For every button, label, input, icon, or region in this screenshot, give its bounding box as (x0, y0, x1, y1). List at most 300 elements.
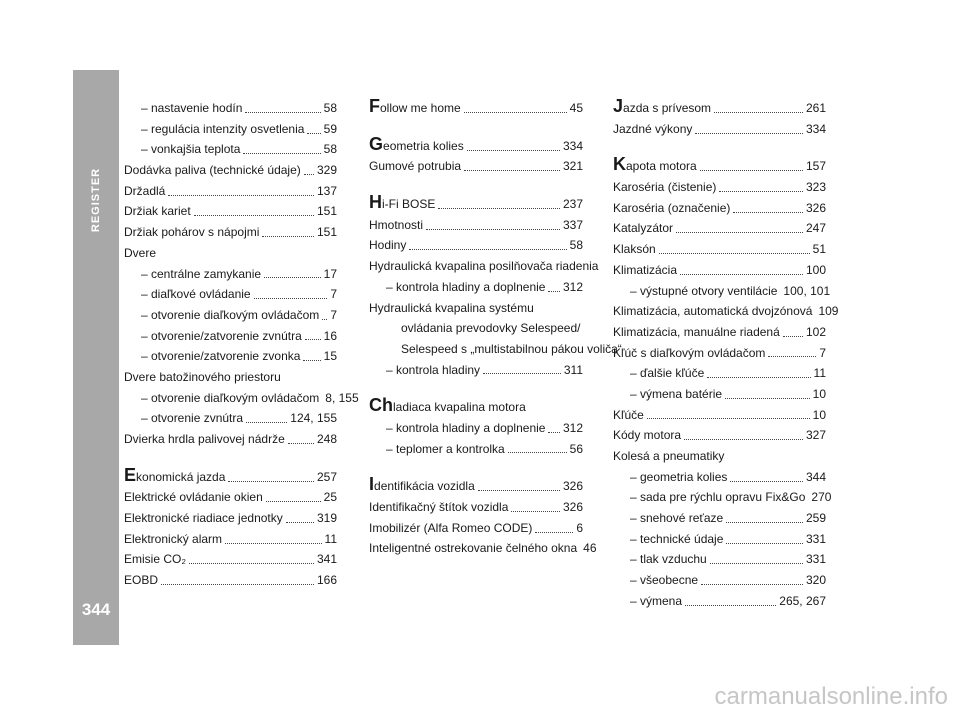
index-entry (613, 98, 826, 119)
entry-label (124, 243, 156, 264)
leader-dots (464, 112, 567, 113)
leader-dots (409, 249, 566, 250)
index-entry (369, 156, 583, 177)
entry-page: 25 (323, 490, 337, 505)
entry-page: 157 (805, 159, 826, 174)
leader-dots (322, 319, 327, 320)
entry-text: Klimatizácia, automatická dvojzónová (613, 304, 813, 319)
index-entry (369, 360, 583, 381)
entry-label (124, 487, 263, 508)
entry-text: Držiak pohárov s nápojmi (124, 225, 260, 240)
entry-text: eometria kolies (383, 138, 464, 153)
index-entry (124, 508, 337, 529)
leader-dots (725, 398, 810, 399)
index-entry (613, 198, 826, 219)
entry-text: Inteligentné ostrekovanie čelného okna (369, 541, 578, 556)
entry-label (630, 467, 727, 488)
entry-text: Kľúče (613, 407, 644, 422)
entry-label (630, 591, 682, 612)
entry-page: 312 (562, 420, 583, 435)
entry-text: ladiaca kvapalina motora (393, 400, 526, 415)
section-gap (369, 119, 583, 136)
leader-dots (266, 501, 321, 502)
entry-page: 247 (805, 221, 826, 236)
entry-text: Dvere (124, 245, 157, 260)
index-entry (369, 439, 583, 460)
entry-text: konomická jazda (136, 469, 226, 484)
entry-page: 100 (805, 262, 826, 277)
section-gap (613, 139, 826, 156)
entry-page: 7 (819, 345, 826, 360)
entry-page: 11 (813, 366, 826, 381)
leader-dots (168, 195, 314, 196)
entry-page: 137 (316, 183, 337, 198)
leader-dots (189, 563, 314, 564)
entry-page: 56 (569, 441, 583, 456)
entry-text: Karoséria (čistenie) (613, 180, 717, 195)
entry-text: Kolesá a pneumatiky (613, 449, 725, 463)
entry-label (369, 538, 577, 559)
entry-label (369, 215, 423, 236)
entry-label (141, 139, 240, 160)
leader-dots (733, 212, 803, 213)
index-entry (124, 201, 337, 222)
index-entry (613, 446, 826, 467)
entry-label (613, 119, 692, 140)
entry-label (386, 439, 505, 460)
entry-text: Klimatizácia, manuálne riadená (613, 324, 780, 339)
entry-text: Držiak kariet (124, 204, 191, 219)
leader-dots (464, 170, 560, 171)
section-initial: F (369, 96, 380, 116)
leader-dots (305, 339, 321, 340)
leader-dots (700, 170, 803, 171)
entry-text: Gumové potrubia (369, 159, 462, 174)
entry-page: 11 (324, 531, 337, 546)
entry-label (124, 508, 283, 529)
entry-text: – kontrola hladiny (386, 362, 481, 377)
entry-label (401, 318, 580, 339)
index-entry (124, 388, 359, 409)
index-entry (124, 181, 337, 202)
entry-label (369, 256, 598, 277)
index-entry (613, 363, 826, 384)
entry-text: – všeobecne (630, 573, 699, 588)
section-gap (369, 380, 583, 397)
entry-page: 326 (562, 479, 583, 494)
leader-dots (303, 360, 320, 361)
entry-page: 248 (316, 432, 337, 446)
index-entry (369, 194, 583, 215)
index-entry (613, 384, 826, 405)
entry-text: – otvorenie diaľkovým ovládačom (141, 307, 320, 322)
entry-page: 10 (812, 407, 826, 422)
index-entry (369, 418, 583, 439)
entry-page: 15 (323, 349, 337, 364)
entry-label (124, 201, 191, 222)
index-entry (124, 119, 337, 140)
entry-text: – teplomer a kontrolka (386, 441, 505, 456)
index-entry (124, 139, 337, 160)
entry-label (630, 384, 722, 405)
entry-page: 10 (812, 386, 826, 401)
index-entry (124, 284, 337, 305)
index-entry (124, 429, 337, 450)
entry-label (369, 518, 532, 539)
entry-label (630, 529, 723, 550)
index-entry (613, 508, 826, 529)
section-gap (369, 459, 583, 476)
index-entry (369, 133, 583, 157)
entry-label (613, 260, 677, 281)
index-entry (369, 235, 583, 256)
entry-page: 58 (323, 142, 337, 157)
entry-text: dentifikácia vozidla (374, 479, 475, 494)
entry-label (613, 301, 812, 322)
entry-label (369, 397, 526, 418)
entry-page: 16 (323, 328, 337, 343)
entry-text: Kľúč s diaľkovým ovládačom (613, 345, 766, 360)
entry-label (630, 487, 805, 508)
entry-text: – otvorenie diaľkovým ovládačom (141, 390, 320, 405)
entry-page: 45 (569, 101, 583, 115)
leader-dots (783, 336, 803, 337)
index-entry (369, 476, 583, 497)
index-entry (613, 425, 826, 446)
entry-text: Dodávka paliva (technické údaje) (124, 163, 301, 178)
leader-dots (659, 253, 810, 254)
entry-text: – kontrola hladiny a doplnenie (386, 279, 546, 294)
entry-text: – snehové reťaze (630, 511, 724, 526)
entry-label (141, 346, 300, 367)
entry-text: – otvorenie/zatvorenie zvnútra (141, 328, 302, 343)
entry-page: 7 (330, 287, 337, 302)
entry-text: – otvorenie zvnútra (141, 411, 244, 426)
leader-dots (307, 133, 320, 134)
index-entry (369, 339, 622, 360)
entry-text: Imobilizér (Alfa Romeo CODE) (369, 520, 533, 535)
entry-label (369, 476, 475, 497)
entry-label (124, 464, 226, 488)
entry-label (386, 277, 545, 298)
leader-dots (768, 356, 816, 357)
entry-label (613, 322, 780, 343)
leader-dots (194, 215, 314, 216)
entry-text: Identifikačný štítok vozidla (369, 500, 509, 514)
entry-page: 331 (805, 552, 826, 567)
entry-text: – nastavenie hodín (141, 101, 243, 115)
entry-label (613, 425, 681, 446)
entry-page: 124, 155 (290, 411, 337, 426)
entry-label (386, 360, 480, 381)
section-gap (369, 177, 583, 194)
entry-text: – výstupné otvory ventilácie (630, 283, 778, 298)
entry-label (630, 549, 707, 570)
leader-dots (304, 174, 314, 175)
entry-label (124, 549, 186, 570)
entry-text: Klaksón (613, 242, 656, 257)
entry-text: Kódy motora (613, 428, 682, 443)
leader-dots (511, 511, 560, 512)
section-initial: E (124, 464, 137, 485)
entry-page: 7 (330, 307, 337, 322)
index-entry (124, 408, 337, 429)
leader-dots (286, 522, 314, 523)
leader-dots (225, 543, 322, 544)
entry-page: 58 (569, 238, 583, 253)
index-entry (613, 467, 826, 488)
entry-label (369, 156, 461, 177)
index-column-2 (369, 96, 622, 559)
index-entry (369, 397, 583, 418)
entry-text: – regulácia intenzity osvetlenia (141, 121, 305, 136)
entry-text: Selespeed s „multistabilnou pákou voliča“ (401, 341, 622, 356)
entry-page: 100, 101 (783, 283, 831, 298)
index-entry (124, 346, 337, 367)
entry-text: – výmena (630, 593, 683, 608)
entry-page: 51 (812, 242, 826, 257)
entry-page: 237 (562, 197, 583, 212)
index-entry (613, 119, 826, 140)
index-entry (613, 591, 826, 612)
index-entry (613, 177, 826, 198)
leader-dots (246, 422, 287, 423)
index-entry (369, 277, 583, 298)
section-initial: H (369, 192, 382, 213)
index-entry (613, 218, 826, 239)
index-entry (124, 98, 337, 119)
index-entry (369, 256, 599, 277)
entry-label (124, 570, 158, 591)
entry-page: 327 (805, 428, 826, 443)
index-column-1 (124, 98, 359, 591)
index-entry (124, 160, 337, 181)
section-initial: G (369, 133, 384, 154)
index-entry (124, 222, 337, 243)
entry-label (369, 98, 461, 119)
leader-dots (685, 605, 776, 606)
entry-label (141, 326, 302, 347)
leader-dots (288, 443, 314, 444)
leader-dots (707, 377, 810, 378)
entry-label (124, 222, 259, 243)
index-entry (124, 264, 337, 285)
entry-page: 59 (323, 121, 337, 136)
entry-text: Elektrické ovládanie okien (124, 490, 263, 505)
entry-label (141, 119, 304, 140)
entry-page: 58 (323, 101, 337, 115)
entry-label (369, 133, 464, 157)
leader-dots (243, 153, 320, 154)
entry-label (613, 156, 697, 177)
side-tab (73, 70, 119, 645)
entry-page: 6 (576, 520, 583, 535)
index-entry (124, 570, 337, 591)
leader-dots (254, 298, 328, 299)
entry-label (613, 446, 724, 467)
entry-label (141, 98, 242, 119)
entry-label (141, 305, 319, 326)
index-entry (369, 497, 583, 518)
entry-label (613, 218, 673, 239)
entry-label (630, 281, 777, 302)
leader-dots (548, 291, 560, 292)
entry-label (369, 194, 435, 215)
entry-text: – tlak vzduchu (630, 552, 707, 567)
leader-dots (264, 277, 321, 278)
entry-label (369, 298, 534, 319)
index-entry (369, 318, 583, 339)
entry-page: 329 (316, 163, 337, 178)
leader-dots (695, 133, 803, 134)
index-entry (369, 538, 597, 559)
section-initial: I (369, 474, 375, 495)
entry-text: Karoséria (označenie) (613, 200, 731, 215)
entry-text: – technické údaje (630, 531, 724, 546)
leader-dots (701, 584, 803, 585)
entry-text: – kontrola hladiny a doplnenie (386, 420, 546, 435)
entry-page: 311 (563, 362, 583, 377)
leader-dots (161, 584, 314, 585)
entry-page: 334 (562, 138, 583, 153)
index-column-3 (613, 96, 839, 612)
entry-label (141, 284, 251, 305)
entry-page: 151 (316, 204, 337, 219)
entry-page: 312 (562, 279, 583, 294)
entry-label (386, 418, 545, 439)
entry-label (369, 497, 508, 518)
entry-page: 270 (811, 490, 832, 505)
entry-page: 166 (316, 573, 337, 588)
entry-page: 344 (805, 469, 826, 484)
entry-text: Jazdné výkony (613, 121, 693, 136)
entry-page: 341 (316, 552, 337, 567)
entry-label (401, 339, 622, 360)
entry-page: 17 (323, 266, 337, 281)
index-entry (124, 549, 337, 570)
index-entry (369, 98, 583, 119)
leader-dots (535, 532, 573, 533)
leader-dots (730, 481, 803, 482)
section-initial: Ch (369, 395, 393, 416)
entry-label (124, 181, 165, 202)
leader-dots (726, 522, 803, 523)
index-entry (613, 239, 826, 260)
entry-label (124, 160, 301, 181)
index-entry (124, 487, 337, 508)
index-entry (613, 487, 832, 508)
leader-dots (228, 481, 314, 482)
index-entry (369, 215, 583, 236)
entry-text: Emisie CO₂ (124, 552, 186, 567)
entry-label (141, 264, 261, 285)
entry-text: Klimatizácia (613, 262, 678, 277)
index-entry (369, 298, 583, 319)
entry-page: 326 (562, 500, 583, 514)
leader-dots (467, 150, 560, 151)
leader-dots (508, 452, 567, 453)
index-entry (124, 243, 337, 264)
entry-text: i-Fi BOSE (382, 197, 436, 212)
entry-text: ollow me home (380, 101, 461, 115)
leader-dots (647, 418, 810, 419)
entry-page: 46 (583, 541, 597, 556)
index-entry (613, 301, 839, 322)
entry-page: 261 (805, 101, 826, 115)
entry-label (613, 239, 656, 260)
leader-dots (710, 563, 803, 564)
index-entry (613, 281, 831, 302)
entry-text: Dvierka hrdla palivovej nádrže (124, 432, 285, 446)
index-entry (613, 529, 826, 550)
entry-label (613, 177, 716, 198)
index-entry (613, 156, 826, 177)
entry-text: Hydraulická kvapalina systému (369, 300, 534, 315)
entry-page: 321 (562, 159, 583, 174)
entry-page: 259 (805, 511, 826, 526)
index-entry (613, 570, 826, 591)
leader-dots (438, 208, 560, 209)
leader-dots (676, 232, 803, 233)
watermark: carmanualsonline.info (714, 683, 948, 710)
leader-dots (726, 543, 803, 544)
entry-label (141, 388, 319, 409)
index-entry (124, 529, 337, 550)
entry-page: 337 (562, 217, 583, 232)
entry-page: 151 (316, 225, 337, 240)
entry-text: Držadlá (124, 183, 166, 198)
index-entry (369, 518, 583, 539)
entry-text: – diaľkové ovládanie (141, 287, 251, 302)
entry-page: 331 (805, 531, 826, 546)
entry-label (613, 98, 711, 119)
entry-text: – sada pre rýchlu opravu Fix&Go (630, 490, 806, 505)
entry-label (613, 198, 730, 219)
entry-label (124, 529, 222, 550)
entry-label (124, 429, 285, 450)
index-entry (124, 367, 337, 388)
entry-text: ovládania prevodovky Selespeed/ (401, 321, 581, 336)
entry-label (613, 405, 644, 426)
page-number: 344 (81, 600, 111, 619)
entry-page: 257 (316, 469, 337, 484)
index-entry (613, 322, 826, 343)
leader-dots (719, 191, 803, 192)
entry-text: – vonkajšia teplota (141, 142, 241, 157)
section-initial: K (613, 154, 626, 175)
leader-dots (548, 432, 560, 433)
entry-page: 102 (805, 324, 826, 339)
entry-label (369, 235, 406, 256)
leader-dots (684, 439, 803, 440)
entry-page: 334 (805, 121, 826, 136)
entry-text: – ďalšie kľúče (630, 366, 705, 381)
leader-dots (245, 112, 320, 113)
entry-text: – výmena batérie (630, 386, 723, 401)
entry-page: 265, 267 (779, 593, 826, 608)
section-initial: J (613, 96, 624, 116)
leader-dots (426, 229, 560, 230)
entry-text: Hodiny (369, 238, 407, 253)
entry-label (630, 363, 704, 384)
section-label (73, 155, 119, 245)
entry-text: Dvere batožinového priestoru (124, 369, 281, 384)
section-label-text: REGISTER (90, 167, 103, 233)
index-entry (124, 326, 337, 347)
entry-text: EOBD (124, 573, 159, 588)
entry-label (141, 408, 243, 429)
entry-label (630, 508, 723, 529)
